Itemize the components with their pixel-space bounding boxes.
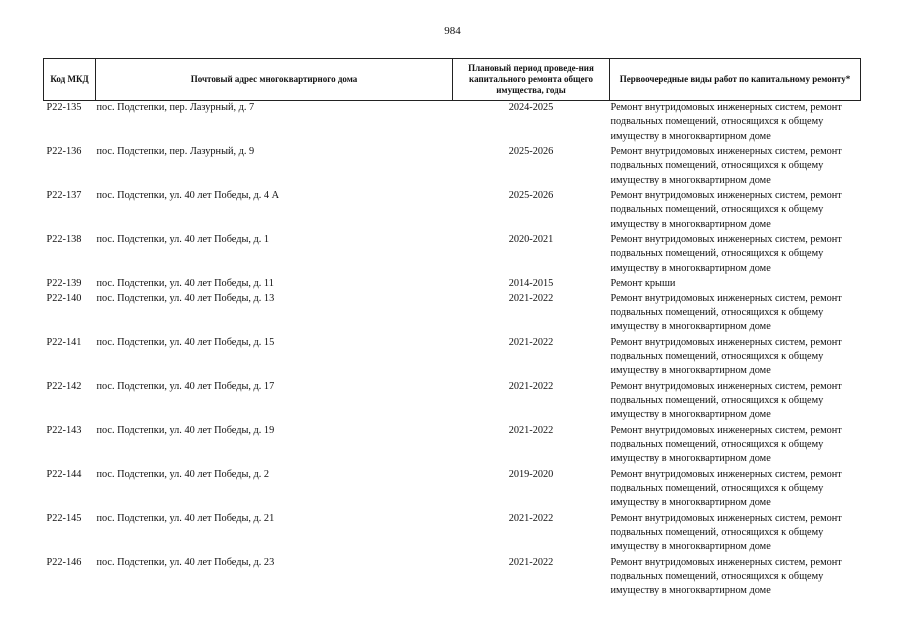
cell-code: Р22-144: [46, 468, 82, 480]
cell-code: Р22-139: [46, 278, 82, 289]
cell-code: Р22-138: [46, 234, 82, 245]
cell-address: пос. Подстепки, ул. 40 лет Победы, д. 15: [96, 336, 275, 348]
cell-address: пос. Подстепки, ул. 40 лет Победы, д. 11: [96, 278, 274, 289]
header-address: Почтовый адрес многоквартирного дома: [96, 59, 453, 101]
cell-period: 2021-2022: [508, 380, 554, 392]
cell-period: 2021-2022: [508, 336, 554, 348]
cell-code: Р22-142: [46, 380, 82, 392]
cell-period: 2021-2022: [508, 424, 554, 436]
cell-period: 2021-2022: [508, 512, 554, 524]
cell-address: пос. Подстепки, ул. 40 лет Победы, д. 23: [96, 556, 275, 568]
cell-address: пос. Подстепки, ул. 40 лет Победы, д. 17: [96, 380, 275, 392]
cell-code: Р22-137: [46, 190, 82, 201]
table-body: [44, 101, 861, 600]
cell-period: 2014-2015: [508, 278, 554, 289]
cell-period: 2021-2022: [508, 556, 554, 568]
cell-works: Ремонт внутридомовых инженерных систем, ремонт подвальных помещений, относящихся к общему имуществу в многоквартирном доме: [610, 468, 842, 509]
table-row: [44, 292, 861, 336]
header-period: Плановый период проведе-ния капитального ремонта общего имущества, годы: [453, 59, 610, 101]
table-row: [44, 512, 861, 556]
table-row: [44, 189, 861, 233]
cell-address: пос. Подстепки, пер. Лазурный, д. 9: [96, 146, 255, 157]
header-works: Первоочередные виды работ по капитальному ремонту*: [610, 59, 861, 101]
cell-address: пос. Подстепки, ул. 40 лет Победы, д. 21: [96, 512, 275, 524]
cell-code: Р22-135: [46, 102, 82, 113]
cell-code: Р22-141: [46, 336, 82, 348]
cell-code: Р22-145: [46, 512, 82, 524]
header-code: Код МКД: [44, 59, 96, 101]
cell-works: Ремонт внутридомовых инженерных систем, ремонт подвальных помещений, относящихся к общему имуществу в многоквартирном доме: [610, 234, 842, 274]
table-row: [44, 380, 861, 424]
cell-code: Р22-143: [46, 424, 82, 436]
cell-works: Ремонт внутридомовых инженерных систем, ремонт подвальных помещений, относящихся к общему имуществу в многоквартирном доме: [610, 292, 842, 333]
cell-works: Ремонт крыши: [610, 278, 676, 289]
cell-works: Ремонт внутридомовых инженерных систем, ремонт подвальных помещений, относящихся к общему имуществу в многоквартирном доме: [610, 336, 842, 377]
table-row: [44, 277, 861, 292]
cell-address: пос. Подстепки, ул. 40 лет Победы, д. 4 А: [96, 190, 280, 201]
cell-period: 2021-2022: [508, 292, 554, 304]
cell-works: Ремонт внутридомовых инженерных систем, ремонт подвальных помещений, относящихся к общему имуществу в многоквартирном доме: [610, 146, 842, 186]
table-header: [44, 59, 861, 101]
page-number: 984: [444, 25, 461, 37]
table-row: [44, 101, 861, 146]
cell-address: пос. Подстепки, пер. Лазурный, д. 7: [96, 102, 255, 113]
table-row: [44, 468, 861, 512]
table-row: [44, 233, 861, 277]
cell-period: 2025-2026: [508, 190, 554, 201]
cell-code: Р22-140: [46, 292, 82, 304]
cell-address: пос. Подстепки, ул. 40 лет Победы, д. 19: [96, 424, 275, 436]
cell-address: пос. Подстепки, ул. 40 лет Победы, д. 2: [96, 468, 270, 480]
cell-address: пос. Подстепки, ул. 40 лет Победы, д. 13: [96, 292, 275, 304]
cell-works: Ремонт внутридомовых инженерных систем, ремонт подвальных помещений, относящихся к общему имуществу в многоквартирном доме: [610, 424, 842, 465]
cell-period: 2020-2021: [508, 234, 554, 245]
cell-address: пос. Подстепки, ул. 40 лет Победы, д. 1: [96, 234, 270, 245]
cell-code: Р22-136: [46, 146, 82, 157]
table-row: [44, 424, 861, 468]
cell-code: Р22-146: [46, 556, 82, 568]
table-row: [44, 145, 861, 189]
capital-repair-table: [43, 58, 861, 600]
table-row: [44, 556, 861, 600]
cell-period: 2024-2025: [508, 102, 554, 113]
cell-works: Ремонт внутридомовых инженерных систем, ремонт подвальных помещений, относящихся к общему имуществу в многоквартирном доме: [610, 190, 842, 230]
cell-period: 2019-2020: [508, 468, 554, 480]
cell-works: Ремонт внутридомовых инженерных систем, ремонт подвальных помещений, относящихся к общему имуществу в многоквартирном доме: [610, 102, 842, 142]
cell-period: 2025-2026: [508, 146, 554, 157]
table-row: [44, 336, 861, 380]
cell-works: Ремонт внутридомовых инженерных систем, ремонт подвальных помещений, относящихся к общему имуществу в многоквартирном доме: [610, 556, 842, 597]
cell-works: Ремонт внутридомовых инженерных систем, ремонт подвальных помещений, относящихся к общему имуществу в многоквартирном доме: [610, 512, 842, 553]
cell-works: Ремонт внутридомовых инженерных систем, ремонт подвальных помещений, относящихся к общему имуществу в многоквартирном доме: [610, 380, 842, 421]
